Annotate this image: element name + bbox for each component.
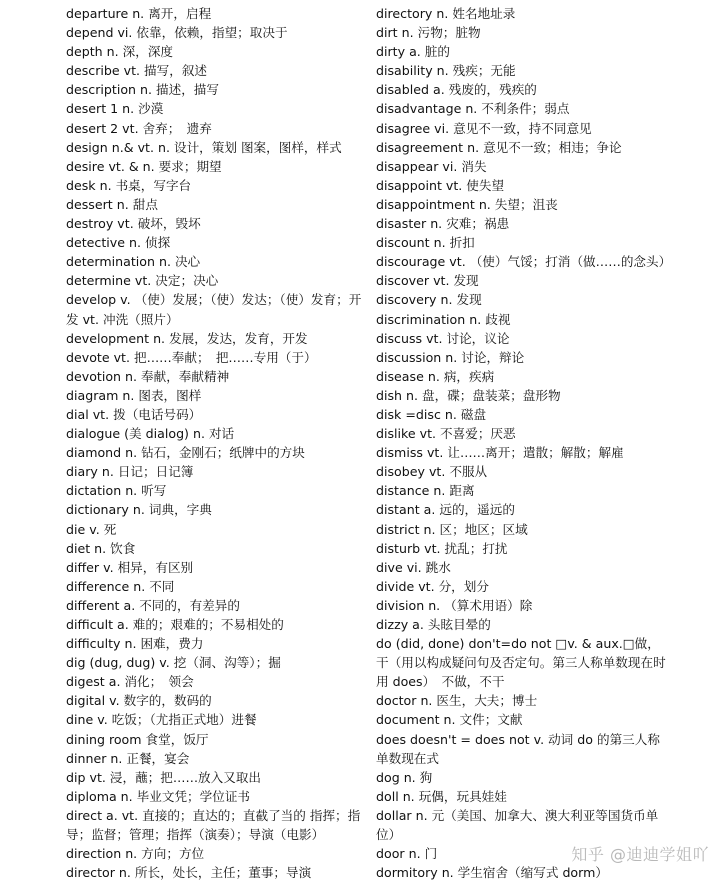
vocab-entry: dig (dug, dug) v. 挖（洞、沟等）；掘 <box>66 655 281 671</box>
vocab-entry: digest a. 消化； 领会 <box>66 674 194 690</box>
vocab-entry: different a. 不同的，有差异的 <box>66 597 240 613</box>
vocab-entry: district n. 区；地区；区域 <box>376 521 528 537</box>
vocab-entry: disabled a. 残废的，残疾的 <box>376 82 537 98</box>
vocab-entry: disability n. 残疾；无能 <box>376 63 516 79</box>
vocab-entry: depend vi. 依靠，依赖，指望；取决于 <box>66 25 288 41</box>
vocab-entry: dip vt. 浸，蘸；把……放入又取出 <box>66 769 262 785</box>
vocab-entry: directory n. 姓名地址录 <box>376 6 516 21</box>
vocab-entry: discount n. 折扣 <box>376 235 475 251</box>
vocab-entry: disobey vt. 不服从 <box>376 464 488 480</box>
vocab-entry: devotion n. 奉献，奉献精神 <box>66 368 230 384</box>
vocab-entry: direction n. 方向；方位 <box>66 846 205 862</box>
vocab-entry: dine v. 吃饭；（尤指正式地）进餐 <box>66 712 257 728</box>
vocab-entry: division n. （算术用语）除 <box>376 597 533 613</box>
vocab-entry: does doesn't = does not v. 动词 do 的第三人称单数现在式 <box>376 731 660 766</box>
vocab-entry: destroy vt. 破坏，毁坏 <box>66 216 201 232</box>
vocab-entry: disagree vi. 意见不一致，持不同意见 <box>376 120 592 136</box>
vocab-entry: departure n. 离开，启程 <box>66 6 212 21</box>
vocab-entry: director n. 所长，处长，主任；董事；导演 <box>66 865 312 881</box>
vocab-entry: dialogue (美 dialog) n. 对话 <box>66 426 235 442</box>
vocab-entry: discrimination n. 歧视 <box>376 311 511 327</box>
vocab-entry: disappointment n. 失望；沮丧 <box>376 196 558 212</box>
vocab-entry: diagram n. 图表，图样 <box>66 387 202 403</box>
vocab-entry: difficulty n. 困难，费力 <box>66 636 204 652</box>
vocab-entry: dirt n. 污物；脏物 <box>376 25 481 41</box>
vocab-entry: dining room 食堂，饭厅 <box>66 731 209 747</box>
vocab-entry: dog n. 狗 <box>376 769 433 785</box>
vocab-entry: design n.& vt. n. 设计，策划 图案，图样，样式 <box>66 139 342 155</box>
vocab-entry: development n. 发展，发达，发育，开发 <box>66 330 308 346</box>
vocab-entry: difference n. 不同 <box>66 578 175 594</box>
vocab-entry: distant a. 远的，遥远的 <box>376 502 515 518</box>
vocab-entry: dizzy a. 头眩目晕的 <box>376 617 491 632</box>
vocab-entry: discussion n. 讨论，辩论 <box>376 349 525 365</box>
vocab-entry: doll n. 玩偶，玩具娃娃 <box>376 788 507 804</box>
vocab-entry: do (did, done) don't=do not □v. & aux.□做，干（用以构成疑问句及否定句。第三人称单数现在时用 does） 不做，不干 <box>376 636 666 690</box>
vocab-entry: detective n. 侦探 <box>66 235 171 251</box>
vocab-entry: differ v. 相异，有区别 <box>66 559 194 575</box>
vocab-entry: diary n. 日记；日记簿 <box>66 464 194 480</box>
vocab-entry: description n. 描述，描写 <box>66 82 219 98</box>
vocab-entry: dictation n. 听写 <box>66 483 167 499</box>
vocab-entry: determine vt. 决定；决心 <box>66 273 219 289</box>
vocab-entry: desire vt. & n. 要求；期望 <box>66 158 222 174</box>
vocab-entry: disturb vt. 扰乱；打扰 <box>376 540 508 556</box>
vocab-entry: dollar n. 元（美国、加拿大、澳大利亚等国货币单位） <box>376 807 659 843</box>
vocab-entry: desk n. 书桌，写字台 <box>66 177 192 193</box>
vocab-entry: discuss vt. 讨论，议论 <box>376 330 510 346</box>
vocab-entry: diploma n. 毕业文凭；学位证书 <box>66 788 251 804</box>
vocab-entry: desert 2 vt. 舍弃； 遗弃 <box>66 120 212 136</box>
vocab-entry: discovery n. 发现 <box>376 292 482 308</box>
vocab-entry: disk =disc n. 磁盘 <box>376 406 487 422</box>
vocab-entry: distance n. 距离 <box>376 483 475 499</box>
vocab-entry: dismiss vt. 让……离开；遣散；解散；解雇 <box>376 445 624 461</box>
vocab-entry: dirty a. 脏的 <box>376 44 450 60</box>
vocab-entry: disaster n. 灾难；祸患 <box>376 216 510 232</box>
vocab-entry: dislike vt. 不喜爱；厌恶 <box>376 426 516 442</box>
vocab-entry: doctor n. 医生，大夫；博士 <box>376 693 538 709</box>
vocab-entry: desert 1 n. 沙漠 <box>66 101 164 117</box>
vocab-entry: dictionary n. 词典，字典 <box>66 502 212 518</box>
vocab-entry: develop v. （使）发展；（使）发达；（使）发育；开发 vt. 冲洗（照片） <box>66 292 362 327</box>
vocab-entry: disagreement n. 意见不一致；相违；争论 <box>376 139 622 155</box>
vocab-entry: dessert n. 甜点 <box>66 196 158 212</box>
vocab-entry: describe vt. 描写，叙述 <box>66 63 208 79</box>
vocab-entry: discourage vt. （使）气馁；打消（做……的念头） <box>376 254 672 270</box>
vocab-entry: disappear vi. 消失 <box>376 158 487 174</box>
vocab-entry: discover vt. 发现 <box>376 273 479 289</box>
vocab-entry: determination n. 决心 <box>66 254 201 270</box>
vocab-entry: dive vi. 跳水 <box>376 559 451 575</box>
vocab-entry: difficult a. 难的；艰难的；不易相处的 <box>66 617 284 632</box>
vocab-entry: diet n. 饮食 <box>66 540 136 556</box>
vocab-entry: dormitory n. 学生宿舍（缩写式 dorm） <box>376 865 608 881</box>
vocab-entry: dial vt. 拨（电话号码） <box>66 406 202 422</box>
vocab-entry: disappoint vt. 使失望 <box>376 177 505 193</box>
vocab-entry: depth n. 深，深度 <box>66 44 174 60</box>
vocab-entry: direct a. vt. 直接的；直达的；直截了当的 指挥；指导；监督；管理；指挥（演奏）；导演（电影） <box>66 807 361 843</box>
vocab-entry: digital v. 数字的，数码的 <box>66 693 212 709</box>
vocab-entry: disadvantage n. 不利条件；弱点 <box>376 101 570 117</box>
zhihu-watermark: 知乎 @迪迪学姐吖 <box>571 845 709 864</box>
vocab-entry: dinner n. 正餐，宴会 <box>66 750 190 766</box>
vocab-entry: divide vt. 分，划分 <box>376 578 489 594</box>
right-word-column <box>376 4 672 882</box>
vocab-entry: devote vt. 把……奉献； 把……专用（于） <box>66 349 317 365</box>
vocab-entry: dish n. 盘，碟；盘装菜；盘形物 <box>376 387 561 403</box>
vocab-entry: die v. 死 <box>66 521 117 537</box>
vocab-entry: door n. 门 <box>376 846 438 862</box>
vocab-entry: document n. 文件；文献 <box>376 712 523 728</box>
left-word-column <box>66 4 362 882</box>
vocab-entry: disease n. 病，疾病 <box>376 368 495 384</box>
vocab-entry: diamond n. 钻石，金刚石；纸牌中的方块 <box>66 445 305 461</box>
